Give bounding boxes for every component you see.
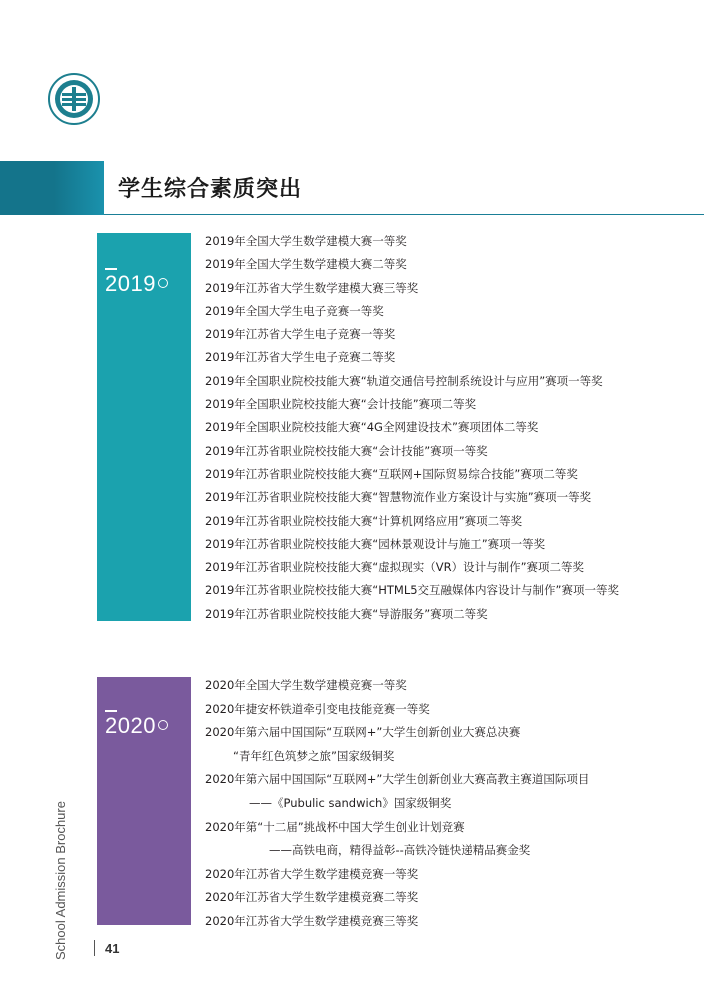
award-item: ——《Pubulic sandwich》国家级铜奖 xyxy=(249,795,452,810)
award-item: 2019年全国职业院校技能大赛“4G全网建设技术”赛项团体二等奖 xyxy=(205,420,539,435)
circle-icon xyxy=(158,278,168,288)
award-item: 2019年江苏省职业院校技能大赛“互联网+国际贸易综合技能”赛项二等奖 xyxy=(205,466,578,481)
award-item: 2020年江苏省大学生数学建模竞赛一等奖 xyxy=(205,866,419,881)
section-title: 学生综合素质突出 xyxy=(118,177,303,202)
award-item: 2019年江苏省大学生电子竞赛二等奖 xyxy=(205,350,396,365)
circle-icon xyxy=(158,720,168,730)
page-number-divider xyxy=(94,940,95,956)
award-list-2019 xyxy=(205,234,619,630)
award-item: 2019年江苏省职业院校技能大赛“智慧物流作业方案设计与实施”赛项一等奖 xyxy=(205,490,592,505)
award-item: 2020年全国大学生数学建模竞赛一等奖 xyxy=(205,678,407,692)
brochure-label: School Admission Brochure xyxy=(53,801,68,960)
award-item: 2019年全国职业院校技能大赛“会计技能”赛项二等奖 xyxy=(205,397,477,412)
award-list-2020 xyxy=(205,678,589,938)
year-label-bar xyxy=(105,710,117,712)
award-item: 2019年全国大学生数学建模大赛一等奖 xyxy=(205,234,407,248)
award-item: 2019年全国大学生电子竞赛一等奖 xyxy=(205,303,384,318)
award-item: 2020年捷安杯铁道牵引变电技能竞赛一等奖 xyxy=(205,701,430,716)
year-label-2020 xyxy=(105,713,168,739)
page-number: 41 xyxy=(105,941,120,956)
year-block-2019 xyxy=(97,233,191,621)
award-item: 2019年全国职业院校技能大赛“轨道交通信号控制系统设计与应用”赛项一等奖 xyxy=(205,373,603,388)
award-item: 2020年江苏省大学生数学建模竞赛三等奖 xyxy=(205,913,419,928)
school-emblem-logo xyxy=(48,73,100,125)
award-item: 2019年江苏省职业院校技能大赛“导游服务”赛项二等奖 xyxy=(205,606,488,621)
award-item: 2019年江苏省职业院校技能大赛“HTML5交互融媒体内容设计与制作”赛项一等奖 xyxy=(205,583,619,598)
award-item: 2019年全国大学生数学建模大赛二等奖 xyxy=(205,257,407,272)
year-text: 2019 xyxy=(105,271,156,296)
award-item: 2020年第六届中国国际“互联网+”大学生创新创业大赛高教主赛道国际项目 xyxy=(205,772,590,787)
title-accent-band xyxy=(0,161,104,215)
award-item: ——高铁电商，精得益彰--高铁冷链快递精品赛金奖 xyxy=(269,843,531,858)
award-item: 2019年江苏省职业院校技能大赛“园林景观设计与施工”赛项一等奖 xyxy=(205,536,546,551)
award-item: “青年红色筑梦之旅”国家级铜奖 xyxy=(233,748,395,763)
award-item: 2020年第六届中国国际“互联网+”大学生创新创业大赛总决赛 xyxy=(205,725,521,740)
year-label-bar xyxy=(105,268,117,270)
award-item: 2019年江苏省大学生电子竞赛一等奖 xyxy=(205,327,396,342)
award-item: 2019年江苏省职业院校技能大赛“计算机网络应用”赛项二等奖 xyxy=(205,513,523,528)
year-text: 2020 xyxy=(105,713,156,738)
year-label-2019 xyxy=(105,271,168,297)
award-item: 2020年江苏省大学生数学建模竞赛二等奖 xyxy=(205,890,419,905)
year-block-2020 xyxy=(97,677,191,925)
award-item: 2019年江苏省职业院校技能大赛“虚拟现实（VR）设计与制作”赛项二等奖 xyxy=(205,560,585,575)
award-item: 2019年江苏省职业院校技能大赛“会计技能”赛项一等奖 xyxy=(205,443,488,458)
award-item: 2019年江苏省大学生数学建模大赛三等奖 xyxy=(205,280,419,295)
award-item: 2020年第“十二届”挑战杯中国大学生创业计划竞赛 xyxy=(205,819,465,834)
title-underline xyxy=(104,214,704,215)
